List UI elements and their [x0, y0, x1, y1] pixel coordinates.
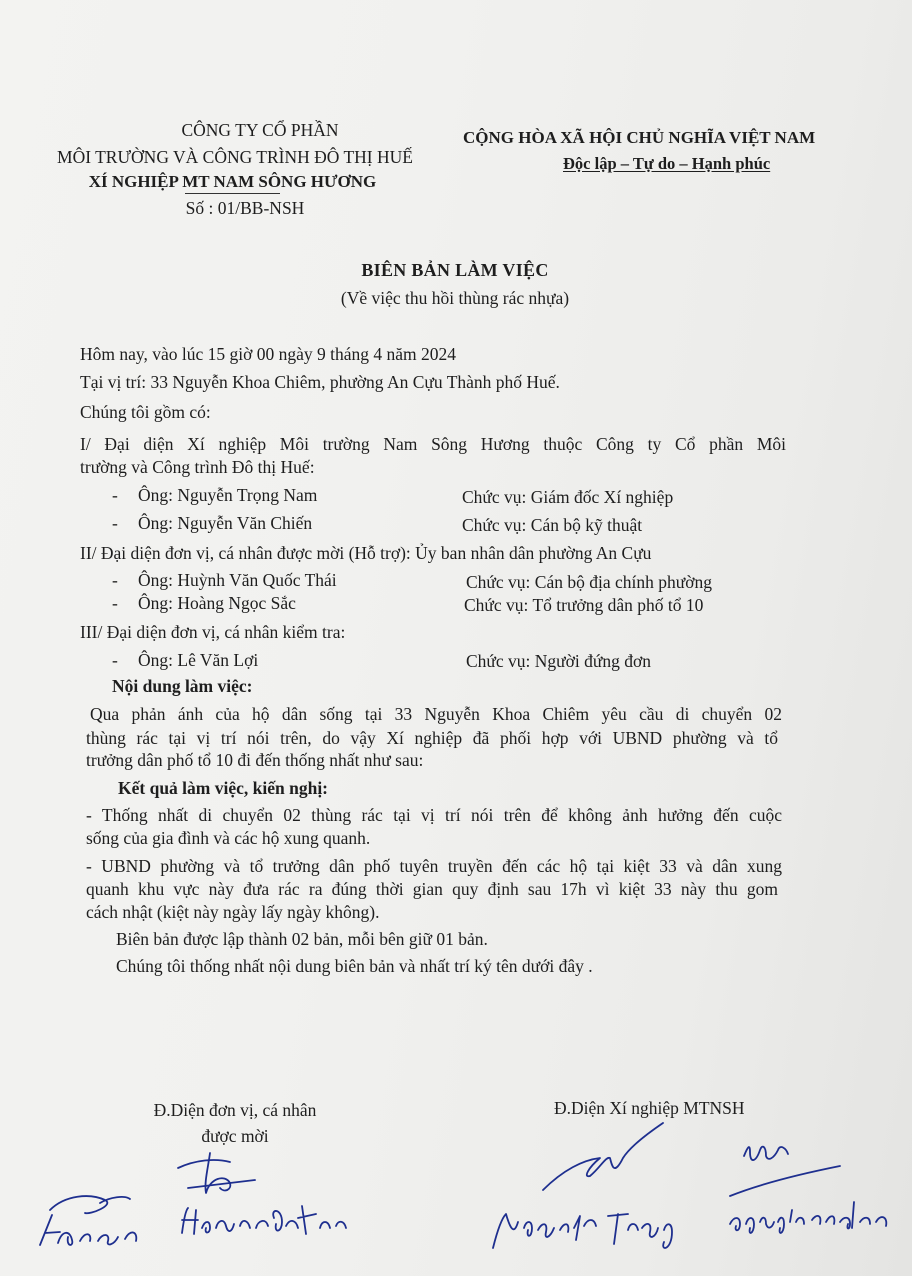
bullet-dash: -	[112, 593, 118, 613]
agreement-note: Chúng tôi thống nhất nội dung biên bản và nhất trí ký tên dưới đây .	[116, 956, 593, 976]
content-line: trưởng dân phố tổ 10 đi đến thống nhất như sau:	[86, 750, 424, 770]
bullet-dash: -	[112, 485, 118, 505]
signature-nguyen-van-chien	[700, 1136, 900, 1242]
result-item1-line: - Thống nhất di chuyển 02 thùng rác tại vị trí nói trên để không ảnh hưởng đến cuộc	[86, 805, 782, 825]
person-name: Ông: Nguyễn Trọng Nam	[138, 485, 318, 505]
result-item1-line: sống của gia đình và các hộ xung quanh.	[86, 828, 371, 848]
meeting-time: Hôm nay, vào lúc 15 giờ 00 ngày 9 tháng 4 năm 2024	[80, 344, 457, 364]
document-number: Số : 01/BB-NSH	[185, 198, 305, 218]
national-motto: Độc lập – Tự do – Hạnh phúc	[563, 154, 771, 173]
content-heading: Nội dung làm việc:	[112, 676, 253, 696]
bullet-dash: -	[112, 513, 118, 533]
content-line: thùng rác tại vị trí nói trên, do vậy Xí nghiệp đã phối hợp với UBND phường và tổ	[86, 728, 778, 748]
enterprise-name: XÍ NGHIỆP MT NAM SÔNG HƯƠNG	[88, 172, 377, 191]
result-item2-line: quanh khu vực này đưa rác ra đúng thời gian quy định sau 17h vì kiệt 33 này thu gom	[86, 879, 778, 899]
left-signature-label-2: được mời	[201, 1126, 269, 1146]
document-title: BIÊN BẢN LÀM VIỆC	[361, 260, 549, 280]
bullet-dash: -	[112, 650, 118, 670]
section1-heading-line2: trường và Công trình Đô thị Huế:	[80, 457, 315, 477]
copies-note: Biên bản được lập thành 02 bản, mỗi bên giữ 01 bản.	[116, 929, 488, 949]
person-name: Ông: Lê Văn Lợi	[138, 650, 259, 670]
national-title: CỘNG HÒA XÃ HỘI CHỦ NGHĨA VIỆT NAM	[463, 128, 816, 147]
meeting-location: Tại vị trí: 33 Nguyễn Khoa Chiêm, phường An Cựu Thành phố Huế.	[80, 372, 560, 392]
signature-nguyen-trong-nam	[488, 1118, 708, 1258]
company-name-line1: CÔNG TY CỔ PHẦN	[181, 120, 339, 140]
right-signature-label: Đ.Diện Xí nghiệp MTNSH	[554, 1098, 745, 1118]
content-line: Qua phản ánh của hộ dân sống tại 33 Nguyễn Khoa Chiêm yêu cầu di chuyển 02	[90, 704, 782, 724]
company-name-line2: MÔI TRƯỜNG VÀ CÔNG TRÌNH ĐÔ THỊ HUẾ	[57, 147, 413, 167]
section3-heading: III/ Đại diện đơn vị, cá nhân kiểm tra:	[80, 622, 346, 642]
person-role: Chức vụ: Người đứng đơn	[466, 651, 652, 671]
section1-heading-line1: I/ Đại diện Xí nghiệp Môi trường Nam Sông Hương thuộc Công ty Cổ phần Môi	[80, 434, 786, 454]
person-role: Chức vụ: Cán bộ kỹ thuật	[462, 515, 643, 535]
left-signature-label: Đ.Diện đơn vị, cá nhân	[153, 1100, 317, 1120]
signature-hoang-ngoc-sac	[30, 1185, 170, 1255]
person-name: Ông: Hoàng Ngọc Sắc	[138, 593, 296, 613]
signature-huynh-van-quoc-thai	[170, 1148, 360, 1243]
person-role: Chức vụ: Giám đốc Xí nghiệp	[462, 487, 674, 507]
header-left-underline	[185, 193, 280, 194]
section2-heading: II/ Đại diện đơn vị, cá nhân được mời (Hỗ trợ): Ủy ban nhân dân phường An Cựu	[80, 543, 652, 563]
result-item2-line: - UBND phường và tổ trưởng dân phố tuyên truyền đến các hộ tại kiệt 33 và dân xung	[86, 856, 782, 876]
person-role: Chức vụ: Tổ trưởng dân phố tổ 10	[464, 595, 704, 615]
results-heading: Kết quả làm việc, kiến nghị:	[118, 778, 329, 798]
attendees-intro: Chúng tôi gồm có:	[80, 402, 211, 422]
person-role: Chức vụ: Cán bộ địa chính phường	[466, 572, 712, 592]
result-item2-line: cách nhật (kiệt này ngày lấy ngày không).	[86, 902, 380, 922]
bullet-dash: -	[112, 570, 118, 590]
person-name: Ông: Nguyễn Văn Chiến	[138, 513, 313, 533]
document-subtitle: (Về việc thu hồi thùng rác nhựa)	[340, 288, 570, 308]
person-name: Ông: Huỳnh Văn Quốc Thái	[138, 570, 337, 590]
